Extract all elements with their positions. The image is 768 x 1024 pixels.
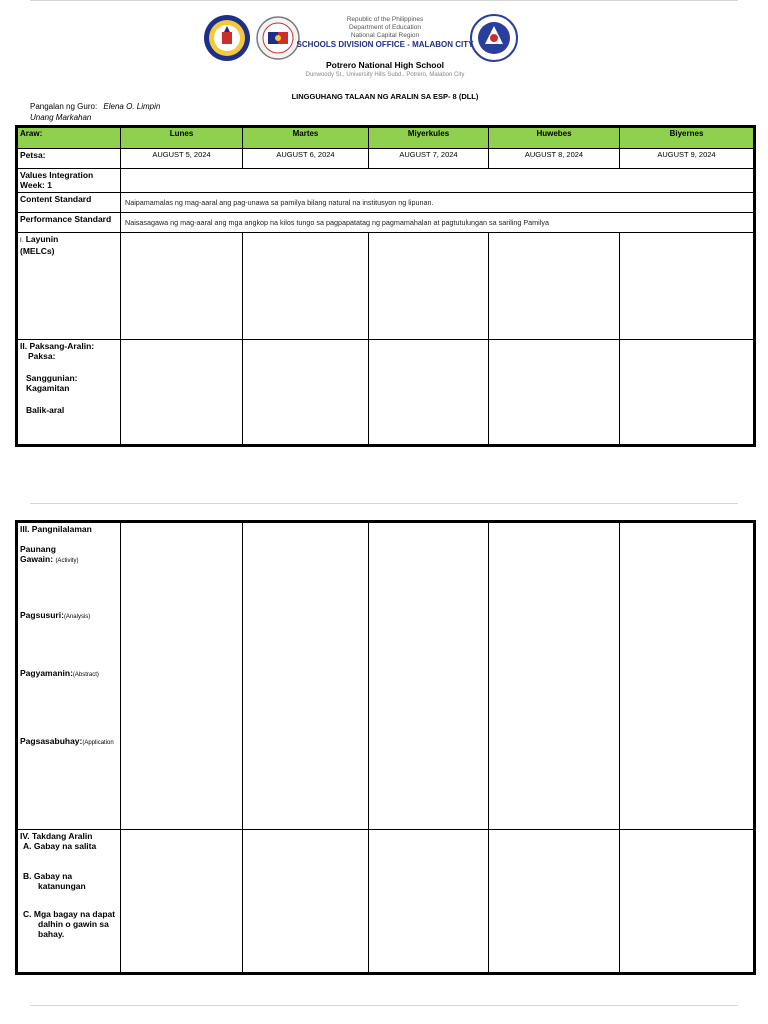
teacher-line xyxy=(30,102,160,111)
date-huwebes: AUGUST 8, 2024 xyxy=(489,149,620,169)
document-title: LINGGUHANG TALAAN NG ARALIN SA ESP- 8 (DLL) xyxy=(291,92,479,101)
paksa-huwebes[interactable] xyxy=(489,340,620,446)
paksang-aralin-label: II. Paksang-Aralin: xyxy=(20,341,95,351)
performance-standard-label: Performance Standard xyxy=(17,213,121,233)
mga-bagay-cont-1: dalhin o gawin sa xyxy=(38,919,109,929)
dll-table-top xyxy=(15,125,756,447)
pangnilalaman-huwebes[interactable] xyxy=(489,522,620,830)
gabay-salita-item: A. Gabay na salita xyxy=(23,841,97,851)
gawain-label: Gawain: xyxy=(20,554,54,564)
date-lunes: AUGUST 5, 2024 xyxy=(121,149,243,169)
layunin-lunes[interactable] xyxy=(121,233,243,340)
petsa-label: Petsa: xyxy=(17,149,121,169)
paksang-aralin-cell xyxy=(17,340,121,446)
values-integration-label: Values Integration xyxy=(20,170,94,180)
layunin-biyernes[interactable] xyxy=(620,233,755,340)
republic-text: Republic of the Philippines xyxy=(346,16,424,23)
division-title: SCHOOLS DIVISION OFFICE - MALABON CITY xyxy=(296,40,474,49)
day-header-lunes: Lunes xyxy=(121,127,243,149)
layunin-huwebes[interactable] xyxy=(489,233,620,340)
melcs-label: (MELCs) xyxy=(20,246,55,256)
content-standard-label: Content Standard xyxy=(17,193,121,213)
takdang-huwebes[interactable] xyxy=(489,830,620,974)
deped-seal-icon xyxy=(470,14,518,62)
teacher-label: Pangalan ng Guro: xyxy=(30,102,98,111)
school-address: Dunwoody St., University Hills Subd., Potrero, Malabon City xyxy=(305,72,465,78)
school-seal-icon xyxy=(203,14,251,62)
takdang-martes[interactable] xyxy=(243,830,369,974)
day-header-martes: Martes xyxy=(243,127,369,149)
paksa-biyernes[interactable] xyxy=(620,340,755,446)
paksa-label: Paksa: xyxy=(28,351,56,361)
kagamitan-label: Kagamitan xyxy=(26,383,70,393)
layunin-prefix: I. xyxy=(20,238,24,244)
layunin-cell xyxy=(17,233,121,340)
date-miyerkules: AUGUST 7, 2024 xyxy=(369,149,489,169)
paunang-label: Paunang xyxy=(20,544,56,554)
takdang-biyernes[interactable] xyxy=(620,830,755,974)
gabay-katanungan-cont: katanungan xyxy=(38,881,86,891)
day-header-miyerkules: Miyerkules xyxy=(369,127,489,149)
page-bottom-rule xyxy=(30,1005,738,1006)
balik-aral-label: Balik-aral xyxy=(26,405,65,415)
paksa-miyerkules[interactable] xyxy=(369,340,489,446)
values-integration-cell xyxy=(17,169,121,193)
page-break-rule xyxy=(30,503,738,504)
quarter-label: Unang Markahan xyxy=(30,113,92,122)
paksa-martes[interactable] xyxy=(243,340,369,446)
pagyamanin-label: Pagyamanin: xyxy=(20,668,73,678)
department-text: Department of Education xyxy=(349,24,421,31)
pangnilalaman-cell xyxy=(17,522,121,830)
takdang-aralin-cell xyxy=(17,830,121,974)
takdang-aralin-label: IV. Takdang Aralin xyxy=(20,831,93,841)
teacher-name: Elena O. Limpin xyxy=(103,102,161,111)
mga-bagay-item: C. Mga bagay na dapat xyxy=(23,909,116,919)
pangnilalaman-lunes[interactable] xyxy=(121,522,243,830)
day-header-biyernes: Biyernes xyxy=(620,127,755,149)
pangnilalaman-label: III. Pangnilalaman xyxy=(20,524,92,534)
division-seal-icon xyxy=(256,14,300,62)
activity-label: (Activity) xyxy=(55,558,79,564)
pangnilalaman-martes[interactable] xyxy=(243,522,369,830)
performance-standard-text: Naisasagawa ng mag-aaral ang mga angkop na kilos tungo sa pagpapatatag ng pagmamahalan at pagtutulungan sa sariling Pamilya xyxy=(121,213,755,233)
values-integration-value[interactable] xyxy=(121,169,755,193)
dll-table-bottom xyxy=(15,520,756,975)
layunin-label: Layunin xyxy=(25,234,59,244)
content-standard-text: Naipamamalas ng mag-aaral ang pag-unawa sa pamilya bilang natural na institusyon ng lipunan. xyxy=(121,193,755,213)
paksa-lunes[interactable] xyxy=(121,340,243,446)
layunin-miyerkules[interactable] xyxy=(369,233,489,340)
school-name: Potrero National High School xyxy=(325,60,445,70)
pangnilalaman-biyernes[interactable] xyxy=(620,522,755,830)
mga-bagay-cont-2: bahay. xyxy=(38,929,65,939)
pangnilalaman-miyerkules[interactable] xyxy=(369,522,489,830)
page-top-rule xyxy=(30,0,738,1)
date-martes: AUGUST 6, 2024 xyxy=(243,149,369,169)
analysis-label: (Analysis) xyxy=(63,614,91,620)
application-label: (Application xyxy=(82,740,114,746)
date-biyernes: AUGUST 9, 2024 xyxy=(620,149,755,169)
week-label: Week: 1 xyxy=(20,180,52,190)
pagsasabuhay-label: Pagsasabuhay: xyxy=(20,736,83,746)
abstract-label: (Abstract) xyxy=(72,672,99,678)
pagsusuri-label: Pagsusuri: xyxy=(20,610,64,620)
region-text: National Capital Region xyxy=(350,32,420,39)
takdang-lunes[interactable] xyxy=(121,830,243,974)
day-header-huwebes: Huwebes xyxy=(489,127,620,149)
araw-label: Araw: xyxy=(17,127,121,149)
sanggunian-label: Sanggunian: xyxy=(26,373,78,383)
layunin-martes[interactable] xyxy=(243,233,369,340)
gabay-katanungan-item: B. Gabay na xyxy=(23,871,73,881)
takdang-miyerkules[interactable] xyxy=(369,830,489,974)
